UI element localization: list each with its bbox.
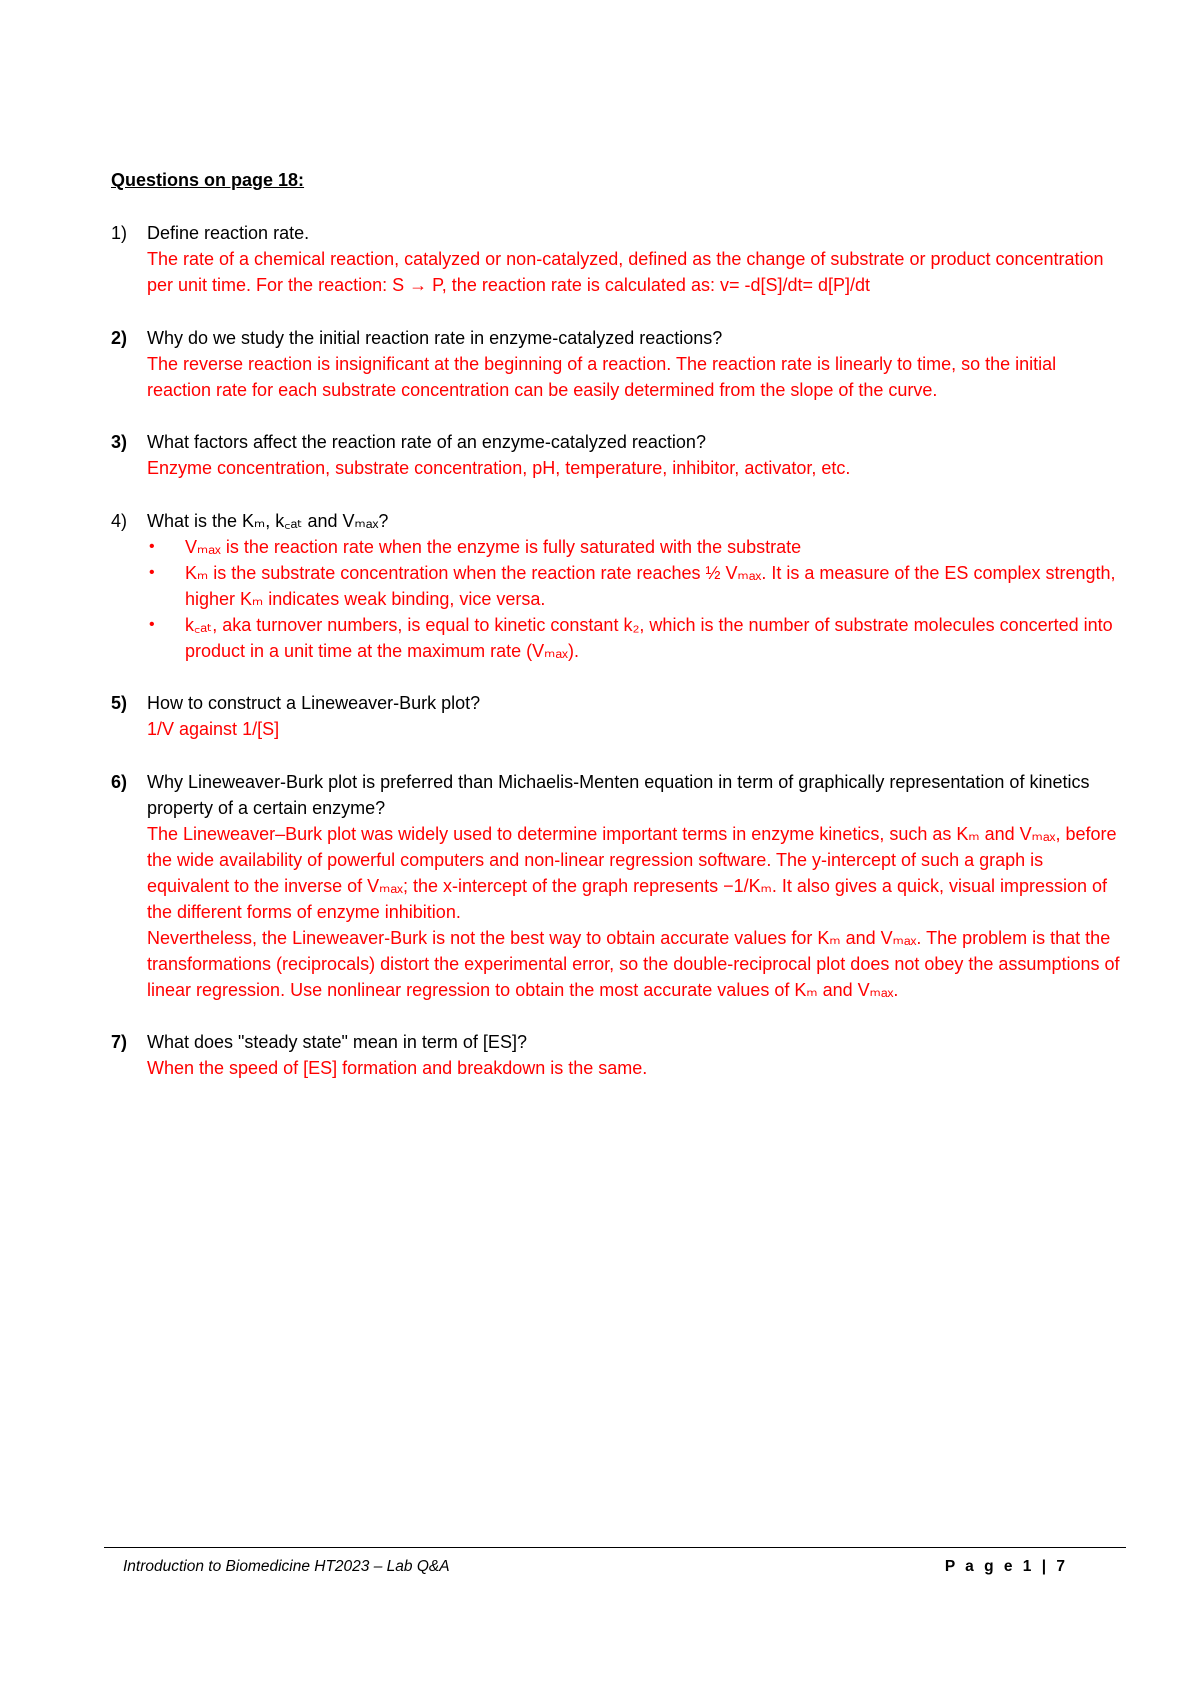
list-item xyxy=(147,560,1121,612)
answer-text: When the speed of [ES] formation and breakdown is the same. xyxy=(147,1058,648,1078)
answer-text: The reverse reaction is insignificant at the beginning of a reaction. The reaction rate is linearly to time, so the initial reaction rate for each substrate concentration can be easily determined from the slope of the curve. xyxy=(147,353,1057,400)
question-number: 2) xyxy=(111,327,128,348)
answer-text xyxy=(111,821,1121,1003)
bullet-text: Vₘₐₓ is the reaction rate when the enzyme is fully saturated with the substrate xyxy=(185,536,802,557)
bullet-text: k꜀ₐₜ, aka turnover numbers, is equal to kinetic constant k₂, which is the number of substrate molecules concerted into product in a unit time at the maximum rate (Vₘₐₓ). xyxy=(185,614,1113,661)
answer-text: Enzyme concentration, substrate concentration, pH, temperature, inhibitor, activator, etc. xyxy=(147,458,851,478)
question-text: Why Lineweaver-Burk plot is preferred than Michaelis-Menten equation in term of graphically representation of kinetics property of a certain enzyme? xyxy=(147,771,1090,818)
bullet-icon: • xyxy=(149,563,155,581)
question-text: What is the Kₘ, k꜀ₐₜ and Vₘₐₓ? xyxy=(147,510,389,531)
question-3 xyxy=(111,429,1121,481)
question-number: 6) xyxy=(111,771,128,792)
answer-text: 1/V against 1/[S] xyxy=(147,719,280,739)
question-number: 7) xyxy=(111,1032,128,1052)
footer-title: Introduction to Biomedicine HT2023 – Lab Q&A xyxy=(123,1558,450,1575)
answer-paragraph: Nevertheless, the Lineweaver-Burk is not the best way to obtain accurate values for Kₘ and Vₘₐₓ. The problem is that the transformations (reciprocals) distort the experimental error, so the double-reciprocal plot does not obey the assumptions of linear regression. Use nonlinear regression to obtain the most accurate values of Kₘ and Vₘₐₓ. xyxy=(147,927,1120,1000)
list-item xyxy=(147,534,1121,560)
question-text: Define reaction rate. xyxy=(147,223,310,243)
answer-bullet-list xyxy=(111,534,1121,664)
page-footer xyxy=(123,1558,1068,1576)
question-1 xyxy=(111,220,1121,298)
question-text: Why do we study the initial reaction rate in enzyme-catalyzed reactions? xyxy=(147,327,723,348)
answer-text: The rate of a chemical reaction, catalyzed or non-catalyzed, defined as the change of substrate or product concentration per unit time. For the reaction: S → P, the reaction rate is calculated as: v= -d[S]/dt= d[P]/dt xyxy=(147,249,1104,295)
answer-paragraph: The Lineweaver–Burk plot was widely used to determine important terms in enzyme kinetics, such as Kₘ and Vₘₐₓ, before the wide availability of powerful computers and non-linear regression software. The y-intercept of such a graph is equivalent to the inverse of Vₘₐₓ; the x-intercept of the graph represents −1/Kₘ. It also gives a quick, visual impression of the different forms of enzyme inhibition. xyxy=(147,823,1117,922)
bullet-icon: • xyxy=(149,537,155,555)
question-text: How to construct a Lineweaver-Burk plot? xyxy=(147,693,481,713)
question-text: What factors affect the reaction rate of an enzyme-catalyzed reaction? xyxy=(147,432,706,452)
page-number: P a g e 1 | 7 xyxy=(944,1558,1068,1575)
bullet-text: Kₘ is the substrate concentration when the reaction rate reaches ½ Vₘₐₓ. It is a measure of the ES complex strength, higher Kₘ indicates weak binding, vice versa. xyxy=(185,562,1116,609)
question-number: 3) xyxy=(111,432,128,452)
question-6 xyxy=(111,769,1121,1003)
list-item xyxy=(147,612,1121,664)
footer-divider xyxy=(104,1547,1126,1548)
question-5 xyxy=(111,690,1121,742)
question-list xyxy=(111,220,1121,1108)
page-heading: Questions on page 18: xyxy=(111,170,305,190)
question-7 xyxy=(111,1029,1121,1081)
question-number: 1) xyxy=(111,223,128,243)
bullet-icon: • xyxy=(149,615,155,633)
question-number: 5) xyxy=(111,693,128,713)
question-text: What does "steady state" mean in term of [ES]? xyxy=(147,1032,527,1052)
question-number: 4) xyxy=(111,510,128,531)
question-4 xyxy=(111,508,1121,664)
question-2 xyxy=(111,325,1121,403)
